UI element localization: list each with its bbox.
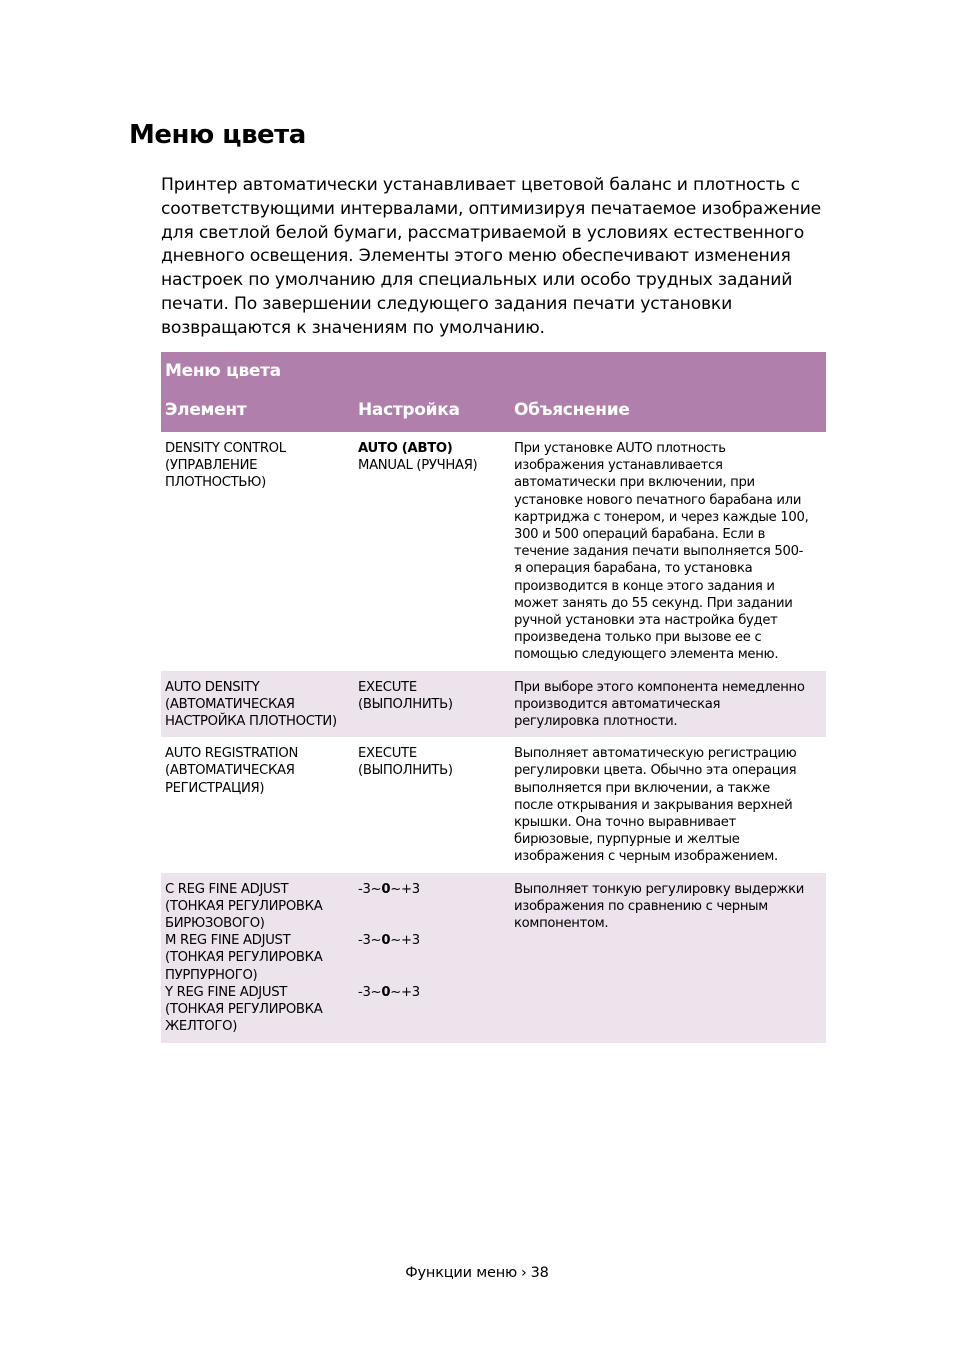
setting-option: EXECUTE bbox=[358, 679, 417, 695]
range-default: 0 bbox=[381, 881, 391, 897]
explanation-cell bbox=[510, 671, 826, 738]
setting-cell bbox=[354, 432, 510, 671]
item-text: M REG FINE ADJUST bbox=[165, 933, 291, 949]
item-group-c bbox=[165, 881, 350, 933]
setting-option: MANUAL (РУЧНАЯ) bbox=[358, 458, 478, 474]
explanation-cell bbox=[510, 432, 826, 671]
explanation-text: я операция барабана, то установка bbox=[514, 561, 753, 577]
setting-range bbox=[358, 881, 506, 898]
explanation-text: Выполняет тонкую регулировку выдержки bbox=[514, 881, 805, 897]
explanation-text: автоматически при включении, при bbox=[514, 475, 755, 491]
range-min: -3~ bbox=[358, 881, 382, 897]
footer-section: Функции меню bbox=[405, 1265, 518, 1281]
explanation-text: выполняется при включении, а также bbox=[514, 780, 770, 796]
item-group-m bbox=[165, 932, 350, 984]
setting-option: EXECUTE bbox=[358, 746, 417, 762]
range-min: -3~ bbox=[358, 984, 382, 1000]
column-header-explanation: Объяснение bbox=[510, 388, 826, 432]
page-title: Меню цвета bbox=[129, 120, 306, 150]
explanation-text: производится в конце этого задания и bbox=[514, 578, 775, 594]
explanation-text: производится автоматическая bbox=[514, 696, 721, 712]
item-text: (УПРАВЛЕНИЕ bbox=[165, 458, 258, 474]
explanation-text: Выполняет автоматическую регистрацию bbox=[514, 746, 797, 762]
page-footer bbox=[0, 1265, 954, 1281]
item-text: (ТОНКАЯ РЕГУЛИРОВКА bbox=[165, 1002, 323, 1018]
table-caption: Меню цвета bbox=[161, 352, 826, 388]
explanation-cell bbox=[510, 737, 826, 872]
color-menu-table bbox=[161, 352, 826, 1043]
explanation-text: картриджа с тонером, и через каждые 100, bbox=[514, 509, 809, 525]
item-text: Y REG FINE ADJUST bbox=[165, 984, 288, 1000]
explanation-text: установке нового печатного барабана или bbox=[514, 492, 802, 508]
explanation-text: после открывания и закрывания верхней bbox=[514, 797, 793, 813]
item-cell bbox=[161, 671, 354, 738]
setting-option: (ВЫПОЛНИТЬ) bbox=[358, 696, 453, 712]
explanation-text: 300 и 500 операций барабана. Если в bbox=[514, 527, 766, 543]
range-default: 0 bbox=[381, 984, 391, 1000]
explanation-text: При установке AUTO плотность bbox=[514, 441, 726, 456]
explanation-text: бирюзовые, пурпурные и желтые bbox=[514, 832, 740, 848]
explanation-text: крышки. Она точно выравнивает bbox=[514, 815, 736, 831]
column-header-item: Элемент bbox=[161, 388, 354, 432]
table-caption-row bbox=[161, 352, 826, 388]
item-text: AUTO DENSITY bbox=[165, 679, 260, 695]
item-text: C REG FINE ADJUST bbox=[165, 881, 289, 897]
explanation-text: течение задания печати выполняется 500- bbox=[514, 544, 804, 560]
item-text: ПЛОТНОСТЬЮ) bbox=[165, 475, 266, 491]
item-text: РЕГИСТРАЦИЯ) bbox=[165, 780, 265, 796]
item-cell bbox=[161, 432, 354, 671]
footer-separator: › bbox=[521, 1265, 527, 1281]
explanation-cell bbox=[510, 873, 826, 1043]
item-cell bbox=[161, 737, 354, 872]
item-text: БИРЮЗОВОГО) bbox=[165, 916, 265, 932]
explanation-text: При выборе этого компонента немедленно bbox=[514, 679, 805, 695]
item-text: (АВТОМАТИЧЕСКАЯ bbox=[165, 696, 295, 712]
item-text: (ТОНКАЯ РЕГУЛИРОВКА bbox=[165, 898, 323, 914]
item-text: AUTO REGISTRATION bbox=[165, 746, 299, 762]
setting-range bbox=[358, 932, 506, 949]
range-max: ~+3 bbox=[390, 984, 420, 1000]
table-row bbox=[161, 671, 826, 738]
setting-cell bbox=[354, 737, 510, 872]
explanation-text: компонентом. bbox=[514, 916, 609, 932]
table-row bbox=[161, 873, 826, 1043]
intro-paragraph: Принтер автоматически устанавливает цветовой баланс и плотность с соответствующими интервалами, оптимизируя печатаемое изображение для светлой белой бумаги, рассматриваемой в условиях естественного дневного освещения. Элементы этого меню обеспечивают изменения настроек по умолчанию для специальных или особо трудных заданий печати. По завершении следующего задания печати установки возвращаются к значениям по умолчанию. bbox=[161, 175, 822, 338]
range-max: ~+3 bbox=[390, 881, 420, 897]
setting-cell bbox=[354, 873, 510, 1043]
page-number: 38 bbox=[530, 1265, 549, 1281]
explanation-text: произведена только при вызове ее с bbox=[514, 630, 762, 646]
item-group-y bbox=[165, 984, 350, 1036]
explanation-text: регулировка плотности. bbox=[514, 714, 678, 730]
explanation-text: изображения устанавливается bbox=[514, 458, 723, 474]
setting-option: (ВЫПОЛНИТЬ) bbox=[358, 763, 453, 779]
explanation-text: помощью следующего элемента меню. bbox=[514, 647, 779, 663]
item-cell bbox=[161, 873, 354, 1043]
table-row bbox=[161, 432, 826, 671]
explanation-text: изображения по сравнению с черным bbox=[514, 898, 768, 914]
explanation-text: регулировки цвета. Обычно эта операция bbox=[514, 763, 797, 779]
table-row bbox=[161, 737, 826, 872]
item-text: (ТОНКАЯ РЕГУЛИРОВКА bbox=[165, 950, 323, 966]
explanation-text: ручной установки эта настройка будет bbox=[514, 613, 778, 629]
table-header-row bbox=[161, 388, 826, 432]
setting-range bbox=[358, 984, 506, 1001]
explanation-text: изображения с черным изображением. bbox=[514, 849, 778, 865]
explanation-text: может занять до 55 секунд. При задании bbox=[514, 595, 793, 611]
item-text: НАСТРОЙКА ПЛОТНОСТИ) bbox=[165, 714, 337, 730]
item-text: ПУРПУРНОГО) bbox=[165, 967, 258, 983]
setting-default: AUTO (АВТО) bbox=[358, 441, 453, 456]
column-header-setting: Настройка bbox=[354, 388, 510, 432]
range-min: -3~ bbox=[358, 933, 382, 949]
range-max: ~+3 bbox=[390, 933, 420, 949]
range-default: 0 bbox=[381, 933, 391, 949]
item-text: ЖЕЛТОГО) bbox=[165, 1019, 238, 1035]
item-text: DENSITY CONTROL bbox=[165, 441, 286, 456]
item-text: (АВТОМАТИЧЕСКАЯ bbox=[165, 763, 295, 779]
setting-cell bbox=[354, 671, 510, 738]
